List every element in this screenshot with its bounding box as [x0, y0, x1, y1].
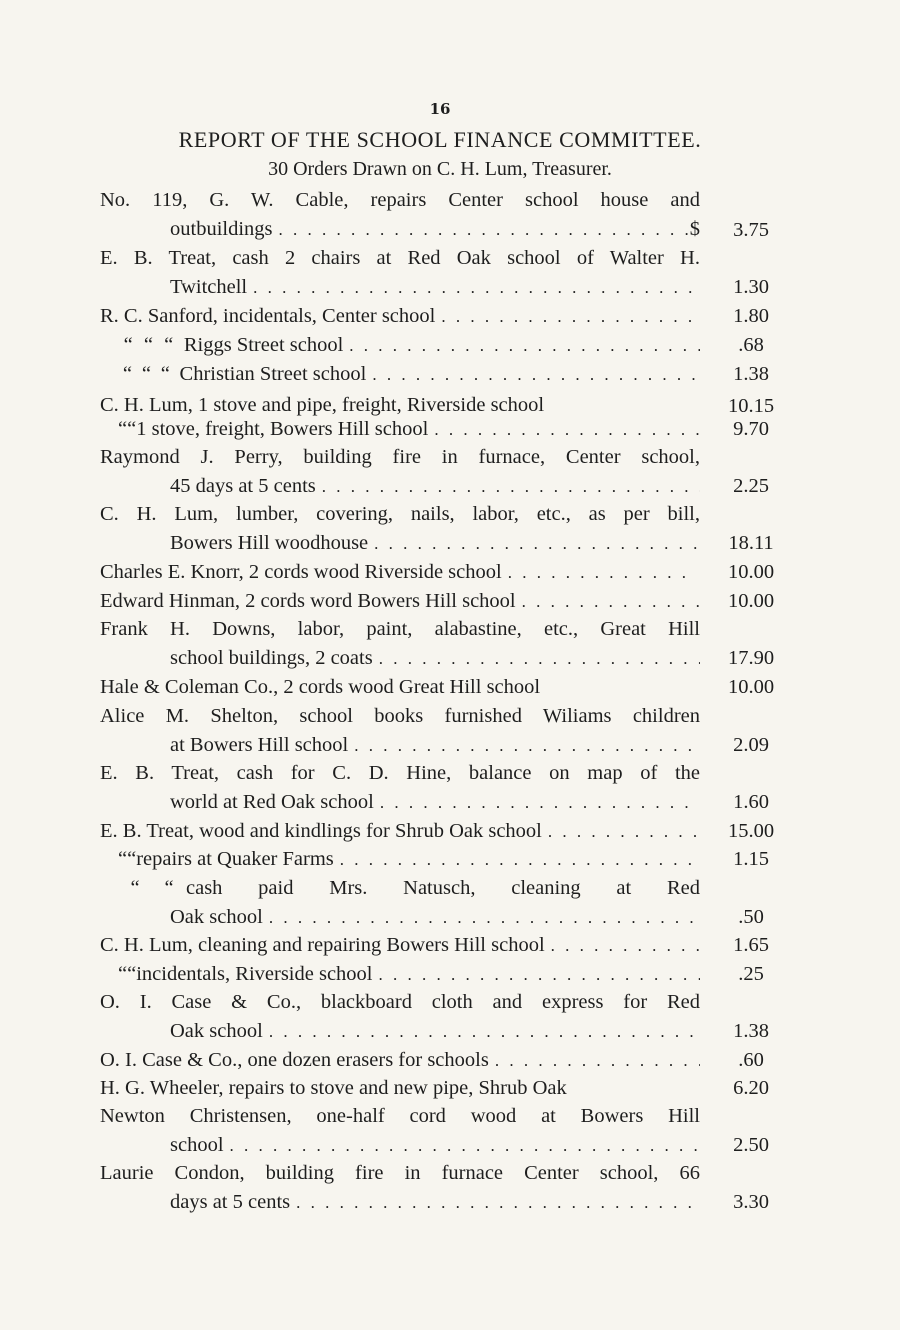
- entry-amount: 1.38: [733, 363, 769, 385]
- entry-text: outbuildings: [170, 218, 273, 240]
- entry-line: [170, 1017, 700, 1045]
- dot-leader: [522, 588, 700, 615]
- dot-leader: [253, 274, 700, 301]
- dot-leader: [349, 332, 700, 359]
- entry-text: Bowers Hill woodhouse: [170, 532, 369, 554]
- ditto-mark: “: [118, 848, 128, 870]
- ditto-mark: “: [123, 334, 133, 356]
- dot-leader: [380, 789, 700, 816]
- entry-text: C. H. Lum, lumber, covering, nails, labor, etc., as per bill,: [100, 503, 700, 525]
- entry-amount: .68: [738, 334, 764, 356]
- entry-text: school: [170, 1134, 224, 1156]
- dot-leader: [269, 1018, 700, 1045]
- dot-leader: [379, 961, 701, 988]
- entry-amount: 10.00: [727, 561, 775, 583]
- entry-text: cash paid Mrs. Natusch, cleaning at Red: [186, 877, 700, 899]
- entry-line: [170, 215, 700, 243]
- ditto-mark: “: [127, 848, 137, 870]
- entry-line: [100, 302, 700, 330]
- dot-leader: [434, 416, 700, 443]
- dollar-sign: $: [689, 218, 700, 240]
- entry-text: H. G. Wheeler, repairs to stove and new pipe, Shrub Oak: [100, 1077, 567, 1099]
- entry-amount: 17.90: [727, 647, 775, 669]
- ditto-mark: “: [122, 363, 133, 385]
- entry-text: C. H. Lum, 1 stove and pipe, freight, Riverside school: [100, 394, 545, 416]
- entry-line: [170, 731, 700, 759]
- ditto-mark: “: [164, 877, 174, 899]
- entry-text: Raymond J. Perry, building fire in furnace, Center school,: [100, 446, 700, 468]
- entry-line: [100, 186, 700, 214]
- entry-line: [118, 845, 700, 873]
- entry-text: O. I. Case & Co., blackboard cloth and express for Red: [100, 991, 700, 1013]
- entry-line: [170, 273, 700, 301]
- dot-leader: [441, 303, 700, 330]
- entry-amount: 1.65: [733, 934, 769, 956]
- entry-line: [100, 443, 700, 471]
- entry-line: [118, 415, 700, 443]
- entry-text: repairs at Quaker Farms: [136, 848, 334, 870]
- entry-line: [100, 558, 685, 586]
- entry-amount: 10.00: [727, 676, 775, 698]
- entry-text: E. B. Treat, cash 2 chairs at Red Oak school of Walter H.: [100, 247, 700, 269]
- entry-line: [100, 931, 700, 959]
- entry-line: [100, 1046, 700, 1074]
- entry-text: Frank H. Downs, labor, paint, alabastine, etc., Great Hill: [100, 618, 700, 640]
- ditto-mark: “: [160, 363, 170, 385]
- entry-text: Twitchell: [170, 276, 248, 298]
- entry-line: [170, 644, 700, 672]
- dot-leader: [354, 732, 700, 759]
- ditto-mark: “: [143, 334, 153, 356]
- entry-text: C. H. Lum, cleaning and repairing Bowers Hill school: [100, 934, 545, 956]
- entry-text: No. 119, G. W. Cable, repairs Center school house and: [100, 189, 700, 211]
- entry-amount: .60: [738, 1049, 764, 1071]
- entry-line: [100, 988, 700, 1016]
- entry-line: [100, 1102, 700, 1130]
- ditto-mark: “: [130, 877, 140, 899]
- dot-leader: [548, 818, 700, 845]
- entry-line: [100, 759, 700, 787]
- entry-text: Newton Christensen, one-half cord wood at Bowers Hill: [100, 1105, 700, 1127]
- entry-amount: 9.70: [733, 418, 769, 440]
- dot-leader: [230, 1132, 700, 1159]
- entry-amount: 18.11: [728, 532, 774, 554]
- entry-text: incidentals, Riverside school: [136, 963, 373, 985]
- dot-leader: [340, 846, 700, 873]
- entry-amount: 2.09: [733, 734, 769, 756]
- entry-text: Oak school: [170, 1020, 263, 1042]
- ditto-mark: “: [141, 363, 151, 385]
- ditto-mark: “: [127, 418, 137, 440]
- entry-text: Alice M. Shelton, school books furnished Wiliams children: [100, 705, 700, 727]
- entry-text: at Bowers Hill school: [170, 734, 349, 756]
- entry-line: [100, 673, 680, 701]
- entry-text: school buildings, 2 coats: [170, 647, 373, 669]
- entry-amount: 15.00: [727, 820, 775, 842]
- entry-text: O. I. Case & Co., one dozen erasers for schools: [100, 1049, 489, 1071]
- report-subtitle: 30 Orders Drawn on C. H. Lum, Treasurer.: [268, 158, 612, 180]
- entry-text: E. B. Treat, cash for C. D. Hine, balance on map of the: [100, 762, 700, 784]
- entry-line: [170, 788, 700, 816]
- entry-amount: 10.00: [727, 590, 775, 612]
- entry-amount: 10.15: [727, 395, 775, 417]
- dot-leader: [495, 1047, 700, 1074]
- entry-line: [170, 529, 700, 557]
- ditto-mark: “: [164, 334, 174, 356]
- dot-leader: [279, 216, 690, 243]
- entry-amount: 1.38: [733, 1020, 769, 1042]
- ditto-mark: “: [118, 963, 128, 985]
- entry-amount: .25: [738, 963, 764, 985]
- page-number: 16: [429, 100, 451, 118]
- dot-leader: [269, 904, 700, 931]
- entry-amount: 2.25: [733, 475, 769, 497]
- entry-amount: 1.15: [733, 848, 769, 870]
- entry-text: Edward Hinman, 2 cords word Bowers Hill school: [100, 590, 516, 612]
- entry-line: [170, 903, 700, 931]
- entry-amount: 2.50: [733, 1134, 769, 1156]
- entry-line: [170, 1131, 700, 1159]
- entry-amount: 3.30: [733, 1191, 769, 1213]
- entry-text: Christian Street school: [179, 363, 367, 385]
- entry-line: [100, 500, 700, 528]
- entry-amount: 3.75: [733, 219, 769, 241]
- entry-text: 1 stove, freight, Bowers Hill school: [136, 418, 429, 440]
- entry-text: Oak school: [170, 906, 263, 928]
- entry-line: [118, 960, 700, 988]
- ditto-mark: “: [118, 418, 128, 440]
- entry-amount: 1.60: [733, 791, 769, 813]
- entry-line: [100, 817, 700, 845]
- entry-line: [100, 587, 700, 615]
- entry-text: R. C. Sanford, incidentals, Center school: [100, 305, 436, 327]
- entry-text: Hale & Coleman Co., 2 cords wood Great Hill school: [100, 676, 541, 698]
- entry-line: [100, 1159, 700, 1187]
- entry-text: E. B. Treat, wood and kindlings for Shrub Oak school: [100, 820, 542, 842]
- dot-leader: [508, 559, 685, 586]
- dot-leader: [374, 530, 700, 557]
- dot-leader: [372, 361, 700, 388]
- entry-amount: 1.30: [733, 276, 769, 298]
- entry-text: Riggs Street school: [183, 334, 344, 356]
- dot-leader: [322, 473, 700, 500]
- dot-leader: [379, 645, 700, 672]
- entry-line: [170, 472, 700, 500]
- entry-text: Charles E. Knorr, 2 cords wood Riverside school: [100, 561, 502, 583]
- report-title: REPORT OF THE SCHOOL FINANCE COMMITTEE.: [178, 127, 702, 152]
- dot-leader: [296, 1189, 700, 1216]
- entry-text: 45 days at 5 cents: [170, 475, 316, 497]
- entry-line: [100, 702, 700, 730]
- entry-line: [118, 360, 700, 388]
- entry-line: [118, 874, 700, 902]
- dot-leader: [551, 932, 700, 959]
- entry-text: days at 5 cents: [170, 1191, 291, 1213]
- entry-amount: 6.20: [733, 1077, 769, 1099]
- entry-line: [100, 1074, 700, 1102]
- entry-text: Laurie Condon, building fire in furnace Center school, 66: [100, 1162, 700, 1184]
- entry-line: [100, 615, 700, 643]
- entry-amount: 1.80: [733, 305, 769, 327]
- entry-line: [118, 331, 700, 359]
- ditto-mark: “: [127, 963, 137, 985]
- entry-text: world at Red Oak school: [170, 791, 374, 813]
- entry-amount: .50: [738, 906, 764, 928]
- entry-line: [100, 244, 700, 272]
- entry-line: [170, 1188, 700, 1216]
